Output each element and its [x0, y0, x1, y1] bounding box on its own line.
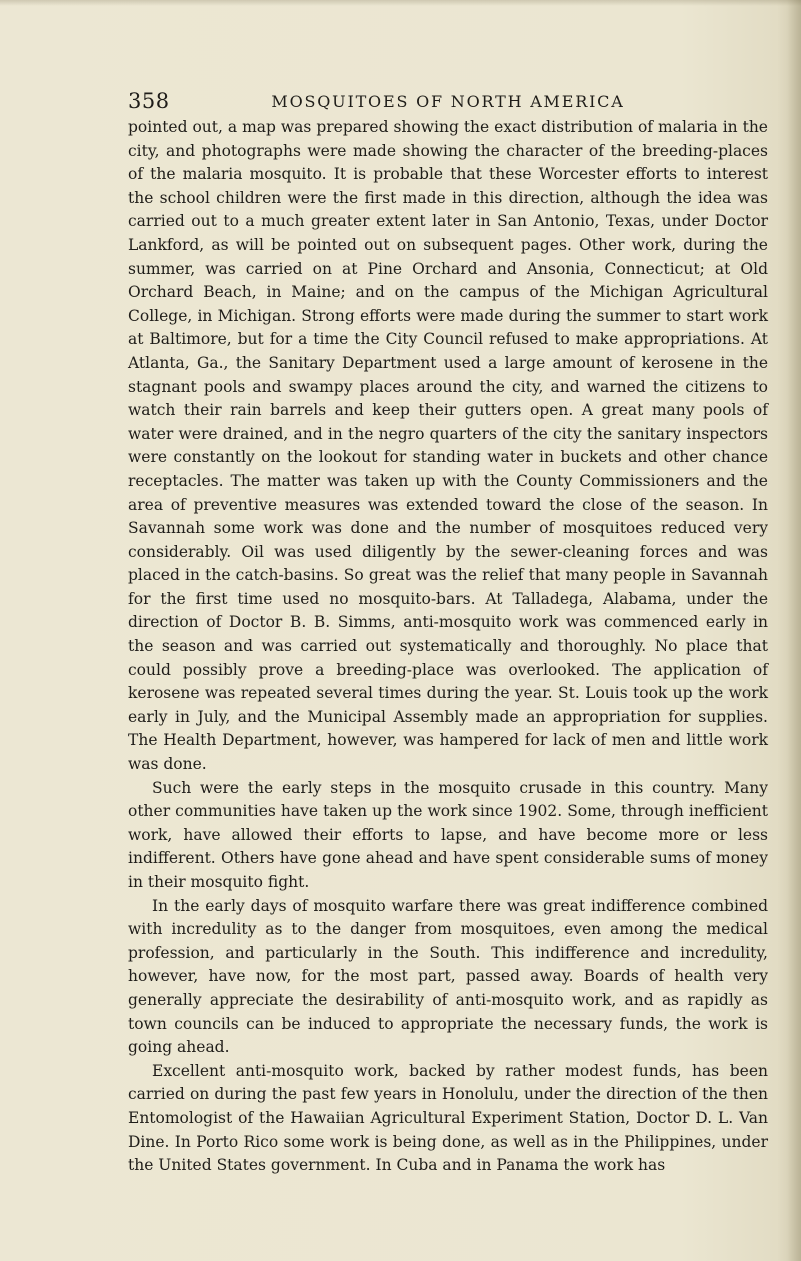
paragraph: Excellent anti-mosquito work, backed by rather modest funds, has been carried on during the past few years in Honolulu, under the direction of the then Entomologist of the Hawaiian Agricultural Experiment Station, Doctor D. L. Van Dine. In Porto Rico some work is being done, as well as in the Philippines, under the United States government. In Cuba and in Panama the work has: [128, 1061, 768, 1175]
running-title: MOSQUITOES OF NORTH AMERICA: [271, 92, 625, 111]
paragraph-continued: pointed out, a map was prepared showing the exact distribution of malaria in the city, and photographs were made showing the character of the breeding-places of the malaria mosquito. It is probable that these Worcester efforts to interest the school children were the first made in this direction, although the idea was carried out to a much greater extent later in San Antonio, Texas, under Doctor Lankford, as will be pointed out on subsequent pages. Other work, during the summer, was carried on at Pine Orchard and Ansonia, Connecticut; at Old Orchard Beach, in Maine; and on the campus of the Michigan Agricultural College, in Michigan. Strong efforts were made during the summer to start work at Baltimore, but for a time the City Council refused to make appropriations. At Atlanta, Ga., the Sanitary Department used a large amount of kerosene in the stagnant pools and swampy places around the city, and warned the citizens to watch their rain barrels and keep their gutters open. A great many pools of water were drained, and in the negro quarters of the city the sanitary inspectors were constantly on the lookout for standing water in buckets and other chance receptacles. The matter was taken up with the County Commissioners and the area of preventive measures was extended toward the close of the season. In Savannah some work was done and the number of mosquitoes reduced very considerably. Oil was used diligently by the sewer-cleaning forces and was placed in the catch-basins. So great was the relief that many people in Savannah for the first time used no mosquito-bars. At Talladega, Alabama, under the direction of Doctor B. B. Simms, anti-mosquito work was commenced early in the season and was carried out systematically and thoroughly. No place that could possibly prove a breeding-place was overlooked. The application of kerosene was repeated several times during the year. St. Louis took up the work early in July, and the Municipal Assembly made an appropriation for supplies. The Health Department, however, was hampered for lack of men and little work was done.: [128, 118, 768, 774]
page-header: [128, 88, 768, 114]
page-top-shadow: [0, 0, 801, 6]
page-edge-shadow: [787, 0, 801, 1261]
body-text: [128, 116, 768, 1178]
paragraph: Such were the early steps in the mosquito crusade in this country. Many other communities have taken up the work since 1902. Some, through inefficient work, have allowed their efforts to lapse, and have become more or less indifferent. Others have gone ahead and have spent considerable sums of money in their mosquito fight.: [128, 778, 768, 891]
page-number: 358: [128, 89, 170, 113]
paragraph: In the early days of mosquito warfare there was great indifference combined with incredulity as to the danger from mosquitoes, even among the medical profession, and particularly in the South. This indifference and incredulity, however, have now, for the most part, passed away. Boards of health very generally appreciate the desirability of anti-mosquito work, and as rapidly as town councils can be induced to appropriate the necessary funds, the work is going ahead.: [128, 896, 768, 1057]
